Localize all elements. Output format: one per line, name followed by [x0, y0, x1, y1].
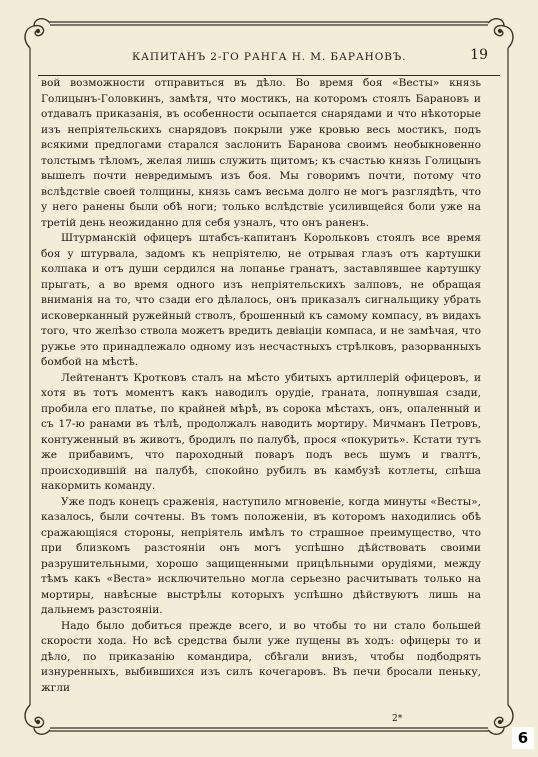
page-number: 19: [470, 47, 488, 63]
paragraph: Лейтенантъ Кротковъ сталъ на мѣсто убитыхъ артиллерій офицеровъ, и хотя въ тотъ моментъ какъ наводилъ орудіе, граната, лопнувшая сзади, пробила его платье, по крайней мѣрѣ, въ сорока мѣстахъ, онъ, опаленный и съ 17-ю ранами въ тѣлѣ, продолжалъ наводить мортиру. Мичманъ Петровъ, контуженный въ животъ, бродилъ по палубѣ, прося «покурить». Кстати тутъ же прибавимъ, что пароходный поваръ подъ весь шумъ и гвалтъ, происходившій на палубѣ, спокойно рубилъ въ камбузѣ котлеты, спѣша накормить команду.: [41, 371, 481, 492]
corner-badge: 6: [512, 727, 534, 749]
signature-mark: 2*: [392, 714, 403, 724]
running-head: КАПИТАНЪ 2-ГО РАНГА Н. М. БАРАНОВЪ.: [132, 51, 407, 63]
body-text: [41, 76, 481, 696]
paragraph: Штурманскій офицеръ штабсъ-капитанъ Корольковъ стоялъ все время боя у штурвала, задомъ къ непріятелю, не отрывая глазъ отъ картушки колпака и отъ души сердился на лопанье гранатъ, заставлявшее картушку прыгать, а во время одного изъ непріятельскихъ залповъ, не обращая вниманія на то, что сзади его дѣлалось, онъ приказалъ сигнальщику убрать исковерканный ружейный стволъ, брошенный къ самому компасу, въ видахъ того, что желѣзо ствола можетъ вредить девіаціи компаса, и не замѣчая, что ружье это принадлежало одному изъ несчастныхъ стрѣлковъ, разорванныхъ бомбой на мѣстѣ.: [41, 232, 481, 368]
page-header: [52, 47, 498, 69]
paragraph: Уже подъ конецъ сраженія, наступило мгновеніе, когда минуты «Весты», казалось, были сочтены. Въ томъ положеніи, въ которомъ находились обѣ сражающіяся стороны, непріятель имѣлъ то страшное преимущество, что при близкомъ разстояніи онъ могъ успѣшно дѣйствовать своими разрушительными, хорошо защищенными прицѣльными орудіями, между тѣмъ какъ «Веста» исключительно могла серьезно расчитывать только на мортиры, навѣсные выстрѣлы которыхъ успѣшно дѣйствуютъ лишь на дальнемъ разстояніи.: [41, 495, 481, 616]
paragraph: Надо было добиться прежде всего, и во чтобы то ни стало большей скорости хода. Но всѣ средства были уже пущены въ ходъ: офицеры то и дѣло, по приказанію командира, сбѣгали внизъ, чтобы подбодрять изнуренныхъ, выбившихся изъ силъ кочегаровъ. Въ печи бросали пеньку, жгли: [41, 619, 481, 694]
paragraph: вой возможности отправиться въ дѣло. Во время боя «Весты» князь Голицынъ-Головкинъ, замѣтя, что мостикъ, на которомъ стоялъ Барановъ и отдавалъ приказанія, въ особенности осыпается снарядами и что нѣкоторые изъ непріятельскихъ снарядовъ покрыли уже кровью весь мостикъ, подъ всякими предлогами старался заслонить Баранова своимъ необыкновенно толстымъ тѣломъ, желая лишь служить щитомъ; къ счастью князь Голицынъ вышелъ почти невредимымъ изъ боя. Мы говоримъ почти, потому что вслѣдствіе своей толщины, князь самъ весьма долго не могъ разглядѣть, что у него ранены были обѣ ноги; только вслѣдствіе усиливщейся боли уже на третій день неожиданно для себя узналъ, что онъ раненъ.: [41, 77, 481, 229]
